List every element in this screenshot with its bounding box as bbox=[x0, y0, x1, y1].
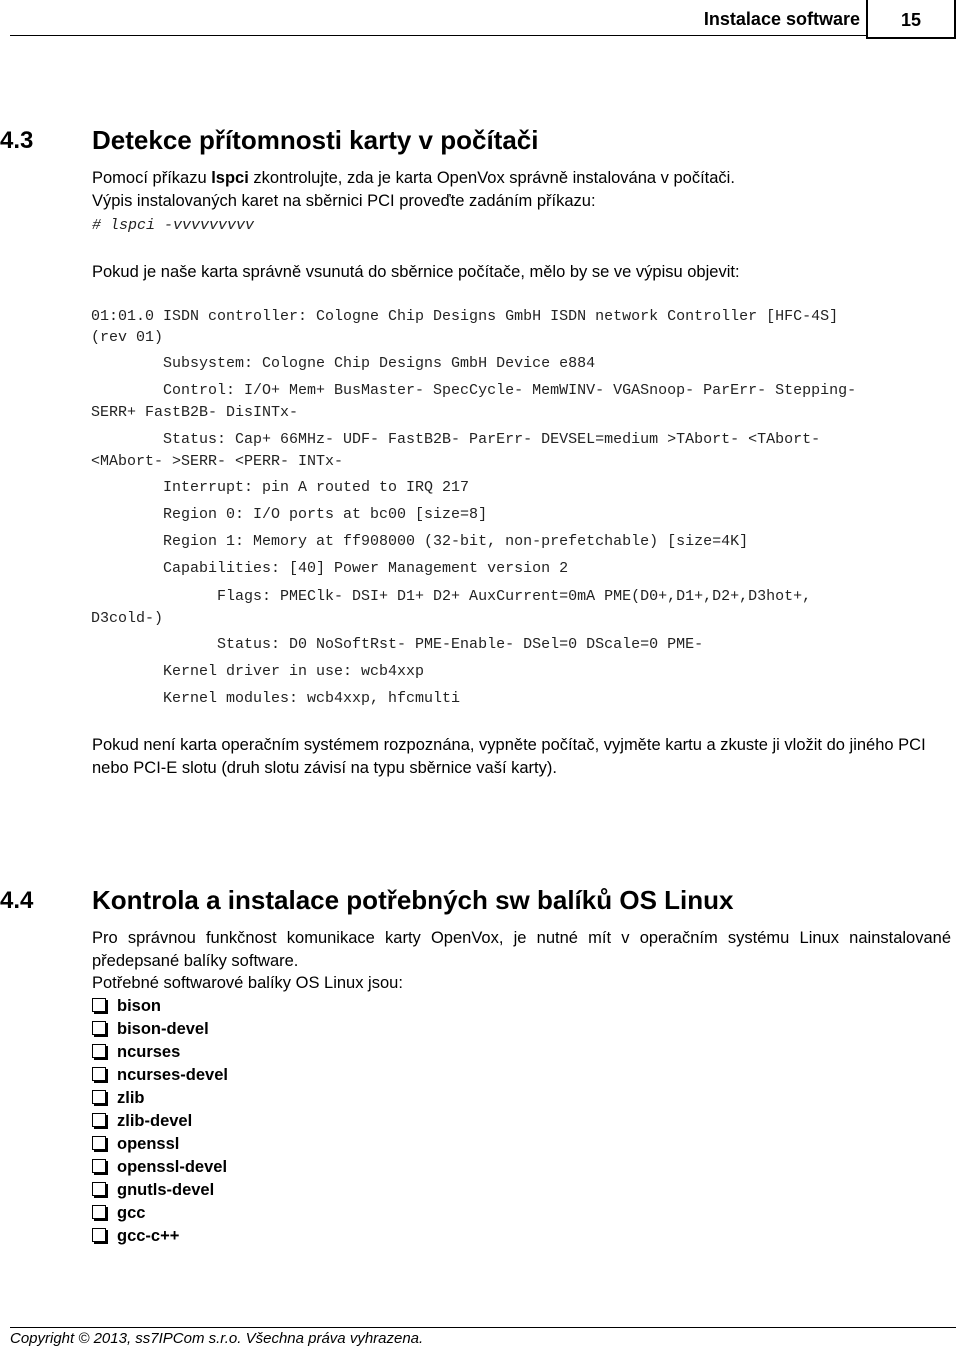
section-44-title: Kontrola a instalace potřebných sw balíků OS Linux bbox=[92, 885, 734, 915]
list-item: ncurses-devel bbox=[92, 1064, 228, 1087]
output-line: Interrupt: pin A routed to IRQ 217 bbox=[91, 479, 470, 496]
list-item: gnutls-devel bbox=[92, 1179, 228, 1202]
output-line: Capabilities: [40] Power Management version 2 bbox=[91, 560, 569, 577]
footer-rule bbox=[10, 1327, 956, 1328]
lspci-command: # lspci -vvvvvvvvv bbox=[92, 217, 255, 234]
list-item: zlib-devel bbox=[92, 1110, 228, 1133]
output-line: Status: Cap+ 66MHz- UDF- FastB2B- ParErr- DEVSEL=medium >TAbort- <TAbort- bbox=[91, 431, 821, 448]
checkbox-icon bbox=[92, 1021, 106, 1035]
section-43-number: 4.3 bbox=[0, 127, 34, 154]
section-44-paragraph: Pro správnou funkčnost komunikace karty OpenVox, je nutné mít v operačním systému Linux nainstalované předepsané balíky software. bbox=[92, 929, 951, 970]
package-list bbox=[92, 995, 228, 1248]
running-header-title: Instalace software bbox=[703, 9, 860, 29]
section-43-line3: Pokud je naše karta správně vsunutá do sběrnice počítače, mělo by se ve výpisu objevit: bbox=[92, 263, 740, 281]
output-line: Subsystem: Cologne Chip Designs GmbH Device e884 bbox=[91, 355, 596, 372]
page-number: 15 bbox=[866, 0, 956, 39]
section-43-line2: Výpis instalovaných karet na sběrnici PCI proveďte zadáním příkazu: bbox=[92, 192, 596, 210]
list-item: bison-devel bbox=[92, 1018, 228, 1041]
output-line: (rev 01) bbox=[91, 329, 164, 346]
checkbox-icon bbox=[92, 998, 106, 1012]
footer-copyright: Copyright © 2013, ss7IPCom s.r.o. Všechna práva vyhrazena. bbox=[10, 1330, 424, 1347]
header-rule bbox=[10, 35, 866, 36]
list-item: openssl-devel bbox=[92, 1156, 228, 1179]
checkbox-icon bbox=[92, 1205, 106, 1219]
list-item: openssl bbox=[92, 1133, 228, 1156]
output-line: Kernel modules: wcb4xxp, hfcmulti bbox=[91, 690, 461, 707]
output-line: Kernel driver in use: wcb4xxp bbox=[91, 663, 425, 680]
output-line: <MAbort- >SERR- <PERR- INTx- bbox=[91, 453, 344, 470]
checkbox-icon bbox=[92, 1136, 106, 1150]
output-line: Region 1: Memory at ff908000 (32-bit, non-prefetchable) [size=4K] bbox=[91, 533, 749, 550]
package-list-intro: Potřebné softwarové balíky OS Linux jsou: bbox=[92, 974, 403, 992]
output-line: Flags: PMEClk- DSI+ D1+ D2+ AuxCurrent=0mA PME(D0+,D1+,D2+,D3hot+, bbox=[91, 588, 812, 605]
checkbox-icon bbox=[92, 1067, 106, 1081]
output-line: Region 0: I/O ports at bc00 [size=8] bbox=[91, 506, 488, 523]
list-item: zlib bbox=[92, 1087, 228, 1110]
output-line: D3cold-) bbox=[91, 610, 164, 627]
output-line: 01:01.0 ISDN controller: Cologne Chip Designs GmbH ISDN network Controller [HFC-4S] bbox=[91, 308, 839, 325]
checkbox-icon bbox=[92, 1159, 106, 1173]
section-43-title: Detekce přítomnosti karty v počítači bbox=[92, 125, 539, 155]
lspci-output bbox=[91, 307, 856, 711]
checkbox-icon bbox=[92, 1090, 106, 1104]
list-item: gcc bbox=[92, 1202, 228, 1225]
section-44-number: 4.4 bbox=[0, 887, 34, 914]
lspci-command-inline: lspci bbox=[211, 169, 249, 187]
section-43-intro: Pomocí příkazu lspci zkontrolujte, zda je karta OpenVox správně instalována v počítači. bbox=[92, 169, 735, 187]
checkbox-icon bbox=[92, 1044, 106, 1058]
list-item: bison bbox=[92, 995, 228, 1018]
output-line: Control: I/O+ Mem+ BusMaster- SpecCycle- MemWINV- VGASnoop- ParErr- Stepping- bbox=[91, 382, 857, 399]
list-item: ncurses bbox=[92, 1041, 228, 1064]
checkbox-icon bbox=[92, 1182, 106, 1196]
checkbox-icon bbox=[92, 1113, 106, 1127]
list-item: gcc-c++ bbox=[92, 1225, 228, 1248]
output-line: Status: D0 NoSoftRst- PME-Enable- DSel=0 DScale=0 PME- bbox=[91, 636, 704, 653]
output-line: SERR+ FastB2B- DisINTx- bbox=[91, 404, 299, 421]
checkbox-icon bbox=[92, 1228, 106, 1242]
section-43-note: Pokud není karta operačním systémem rozpoznána, vypněte počítač, vyjměte kartu a zkuste ji vložit do jiného PCI nebo PCI-E slotu (druh slotu závisí na typu sběrnice vaší karty). bbox=[92, 736, 926, 777]
